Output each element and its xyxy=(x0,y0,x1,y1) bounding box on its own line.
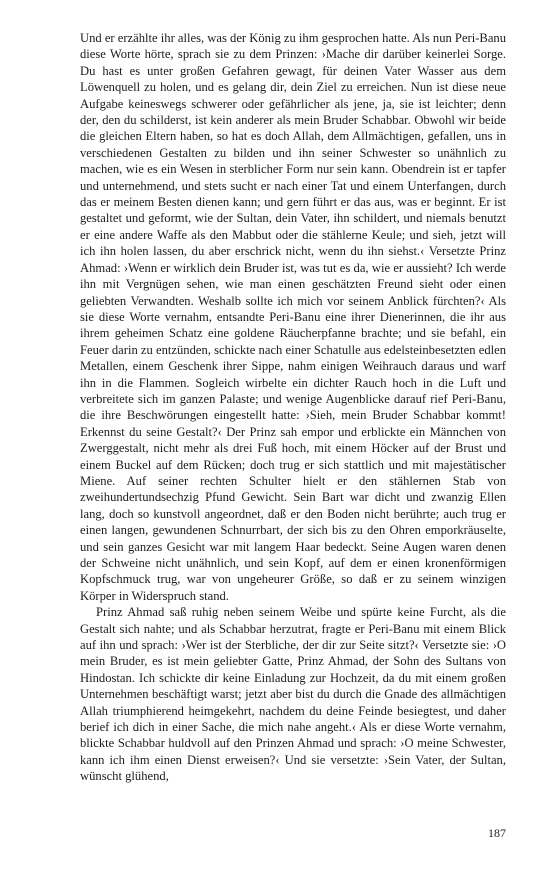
paragraph-2: Prinz Ahmad saß ruhig neben seinem Weibe und spürte keine Furcht, als die Gestalt sich nahte; und als Schabbar herzutrat, fragte er Peri-Banu mit einem Blick auf ihn und sprach: ›Wer ist der Sterbliche, der dir zur Seite sitzt?‹ Versetzte sie: ›O mein Bruder, es ist mein geliebter Gatte, Prinz Ahmad, der Sohn des Sultans von Hindostan. Ich schickte dir keine Einladung zur Hochzeit, da du mit einem großen Unternehmen beschäftigt warst; jetzt aber bist du durch die Gnade des allmächtigen Allah triumphierend heimgekehrt, nachdem du deine Feinde besiegtest, und daher berief ich dich in einer Sache, die mich nahe angeht.‹ Als er diese Worte vernahm, blickte Schabbar huldvoll auf den Prinzen Ahmad und sprach: ›O meine Schwester, kann ich ihm einen Dienst erweisen?‹ Und sie versetzte: ›Sein Vater, der Sultan, wünscht glühend, xyxy=(80,605,506,784)
paragraph-1: Und er erzählte ihr alles, was der König zu ihm gesprochen hatte. Als nun Peri-Banu diese Worte hörte, sprach sie zu dem Prinzen: ›Mache dir darüber keinerlei Sorge. Du hast es unter großen Gefahren gewagt, für deinen Vater Wasser aus dem Löwenquell zu holen, und es gelang dir, dein Ziel zu erreichen. Nun ist diese neue Aufgabe keineswegs schwerer oder gefährlicher als jene, ja, sie ist leichter; denn der, den du schilderst, ist kein anderer als mein Bruder Schabbar. Obwohl wir beide die gleichen Eltern haben, so hat es doch Allah, dem Allmächtigen, gefallen, uns in verschiedenen Gestalten zu bilden und ihn seiner Schwester so unähnlich zu machen, wie es ein Wesen in sterblicher Form nur sein kann. Obendrein ist er tapfer und unternehmend, und stets sucht er nach einer Tat und einem Unterfangen, durch das er meinem Besten dienen kann; und gern führt er das aus, was er beginnt. Er ist gestaltet und geformt, wie der Sultan, dein Vater, ihn schildert, und niemals benutzt er eine andere Waffe als den Mabbut oder die stählerne Keule; und sieh, jetzt will ich ihn holen lassen, du aber erschrick nicht, wenn du ihn siehst.‹ Versetzte Prinz Ahmad: ›Wenn er wirklich dein Bruder ist, was tut es da, wie er aussieht? Ich werde ihn mit Vergnügen sehen, wie man einen geschätzten Freund sieht oder einen geliebten Verwandten. Weshalb sollte ich mich vor seinem Anblick fürchten?‹ Als sie diese Worte vernahm, entsandte Peri-Banu eine ihrer Dienerinnen, die ihr aus ihrem geheimen Schatz eine goldene Räucherpfanne brachte; und sie befahl, ein Feuer darin zu entzünden, schickte nach einer Schatulle aus edelsteinbesetzten edlen Metallen, einem Geschenk ihrer Sippe, nahm einigen Weihrauch daraus und warf ihn in die Flammen. Sogleich wirbelte ein dichter Rauch hoch in die Luft und verbreitete sich im ganzen Palaste; und wenige Augenblicke darauf rief Peri-Banu, die ihre Beschwörungen eingestellt hatte: ›Sieh, mein Bruder Schabbar kommt! Erkennst du seine Gestalt?‹ Der Prinz sah empor und erblickte ein Männchen von Zwerggestalt, nicht mehr als drei Fuß hoch, mit einem Höcker auf der Brust und einem Buckel auf dem Rücken; doch trug er sich stattlich und mit majestätischer Miene. Auf seiner rechten Schulter hielt er den stählernen Stab von zweihundertundsechzig Pfund Gewicht. Sein Bart war dicht und zwanzig Ellen lang, doch so kunstvoll angeordnet, daß er den Boden nicht berührte; auch trug er einen langen, gewundenen Schnurrbart, der sich bis zu den Ohren emporkräuselte, und sein ganzes Gesicht war mit langem Haar bedeckt. Seine Augen waren denen der Schweine nicht unähnlich, und sein Kopf, auf dem er einen kronenförmigen Kopfschmuck trug, war von ungeheurer Größe, so daß er zu seinem winzigen Körper in Widerspruch stand. xyxy=(80,31,506,603)
body-text xyxy=(80,30,506,785)
page-number: 187 xyxy=(488,826,506,840)
